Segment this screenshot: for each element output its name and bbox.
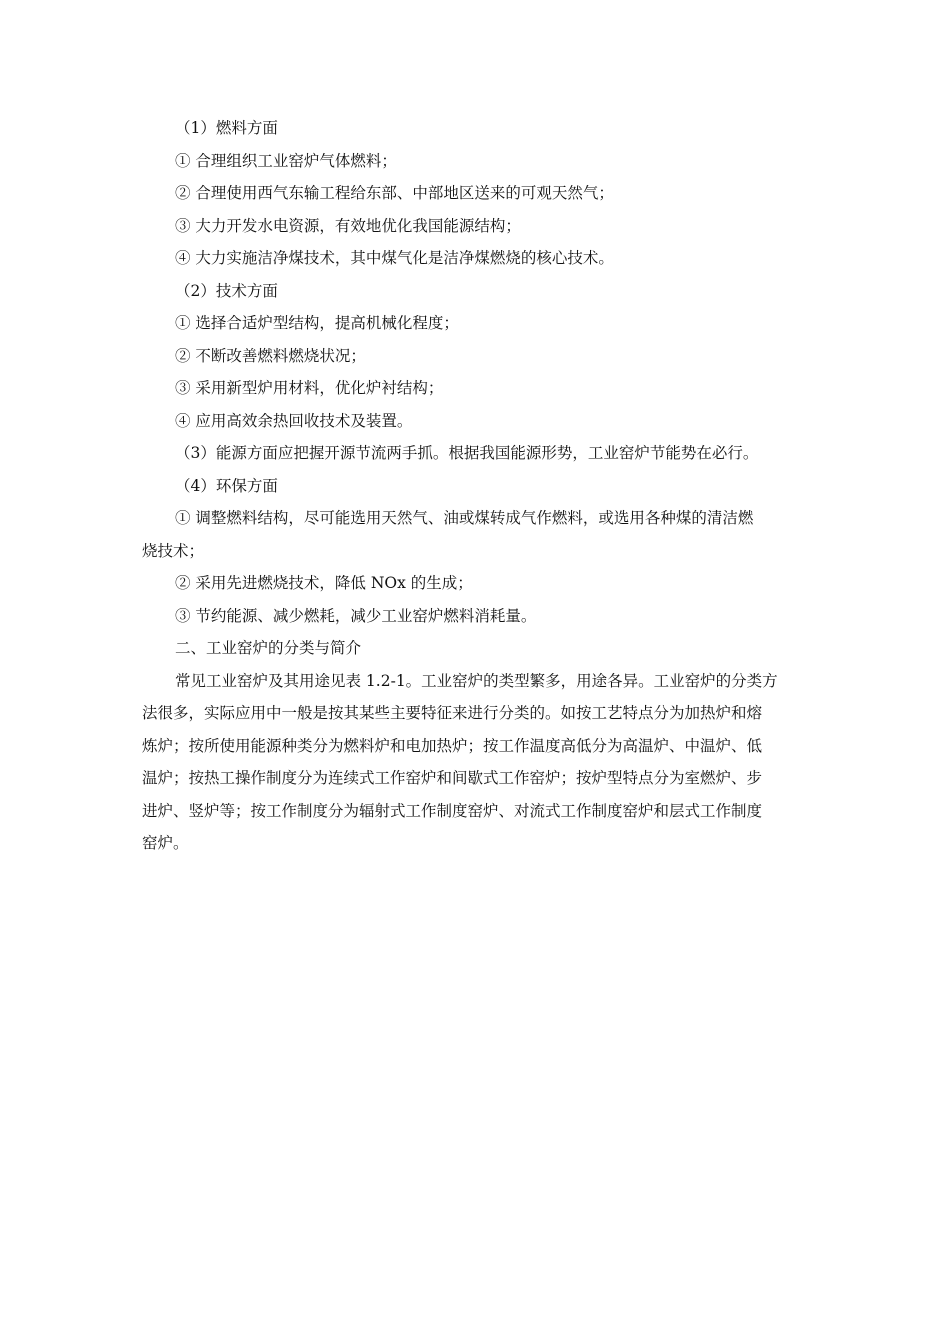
section-2-heading: 二、工业窑炉的分类与简介 [175, 639, 362, 657]
tech-item-1: ① 选择合适炉型结构，提高机械化程度； [175, 314, 459, 332]
section-2-body-line-4: 温炉；按热工操作制度分为连续式工作窑炉和间歇式工作窑炉；按炉型特点分为室燃炉、步 [142, 769, 763, 787]
fuel-item-4: ④ 大力实施洁净煤技术，其中煤气化是洁净煤燃烧的核心技术。 [175, 249, 614, 267]
section-2-body-line-5: 进炉、竖炉等；按工作制度分为辐射式工作制度窑炉、对流式工作制度窑炉和层式工作制度 [142, 801, 763, 820]
env-item-1-line-1: ① 调整燃料结构，尽可能选用天然气、油或煤转成气作燃料，或选用各种煤的清洁燃 [175, 509, 754, 527]
energy-paragraph: （3）能源方面应把握开源节流两手抓。根据我国能源形势，工业窑炉节能势在必行。 [175, 444, 759, 462]
document-page [142, 112, 828, 860]
fuel-item-1: ① 合理组织工业窑炉气体燃料； [175, 151, 397, 170]
section-2-body-line-2: 法很多，实际应用中一般是按其某些主要特征来进行分类的。如按工艺特点分为加热炉和熔 [142, 704, 763, 722]
section-2-body-line-3: 炼炉；按所使用能源种类分为燃料炉和电加热炉；按工作温度高低分为高温炉、中温炉、低 [142, 736, 763, 755]
tech-item-3: ③ 采用新型炉用材料，优化炉衬结构； [175, 379, 444, 397]
env-item-3: ③ 节约能源、减少燃耗，减少工业窑炉燃料消耗量。 [175, 606, 537, 625]
fuel-item-2: ② 合理使用西气东输工程给东部、中部地区送来的可观天然气； [175, 184, 614, 202]
tech-item-2: ② 不断改善燃料燃烧状况； [175, 346, 366, 365]
tech-item-4: ④ 应用高效余热回收技术及装置。 [175, 411, 413, 430]
fuel-heading: （1）燃料方面 [175, 119, 278, 137]
env-heading: （4）环保方面 [175, 476, 278, 495]
env-item-2: ② 采用先进燃烧技术，降低 NOx 的生成； [175, 574, 473, 592]
env-item-1-line-2: 烧技术； [142, 541, 205, 560]
section-2-body-line-1: 常见工业窑炉及其用途见表 1.2-1。工业窑炉的类型繁多，用途各异。工业窑炉的分类方 [175, 671, 778, 690]
tech-heading: （2）技术方面 [175, 281, 278, 300]
fuel-item-3: ③ 大力开发水电资源，有效地优化我国能源结构； [175, 216, 521, 235]
section-2-body-line-6: 窑炉。 [142, 834, 189, 852]
